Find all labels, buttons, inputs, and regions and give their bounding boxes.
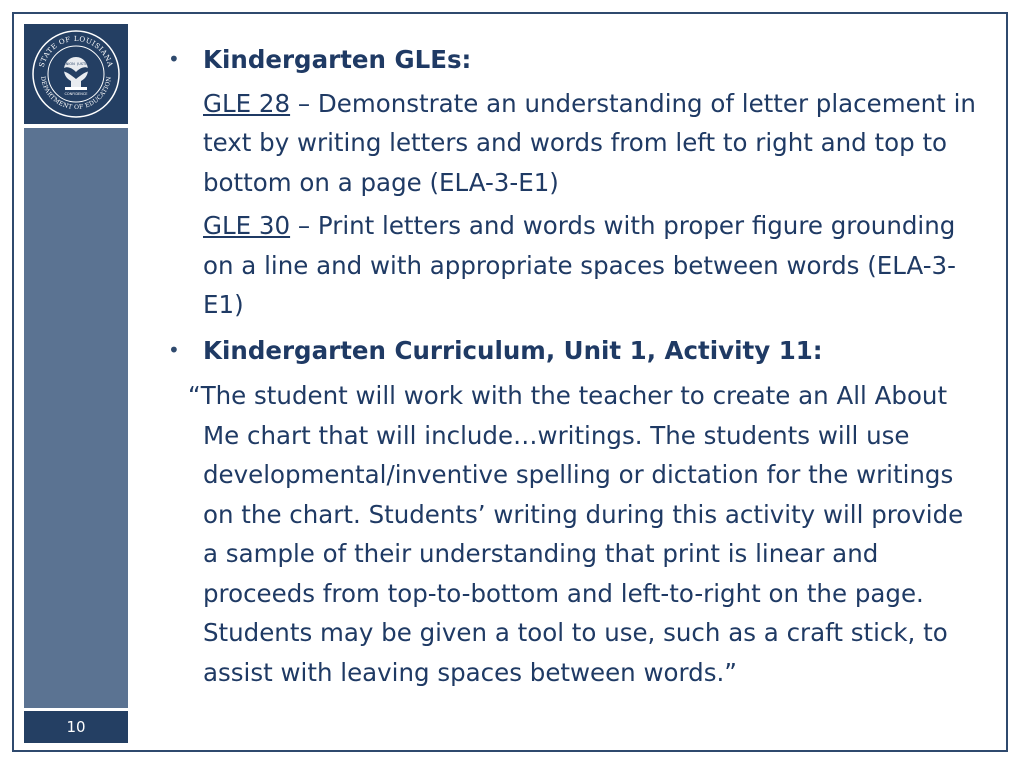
louisiana-seal-logo: [31, 29, 121, 119]
gle28-text: – Demonstrate an understanding of letter placement in text by writing letters and words from left to right and top to bottom on a page (ELA-3-E1): [203, 88, 976, 197]
bullet-gles: [160, 40, 980, 80]
seal-motto-bottom: CONFIDENCE: [64, 92, 88, 96]
gle30-link[interactable]: GLE 30: [203, 211, 291, 240]
curriculum-heading: Kindergarten Curriculum, Unit 1, Activity 11:: [203, 335, 823, 365]
activity-quote: “The student will work with the teacher to create an All About Me chart that will include…writings. The students will use developmental/inventive spelling or dictation for the writings on the chart. Students’ writing during this activity will provide a sample of their understanding that print is linear and proceeds from top-to-bottom and left-to-right on the page. Students may be given a tool to use, such as a craft stick, to assist with leaving spaces between words.”: [188, 381, 964, 687]
gle28-paragraph: [160, 84, 980, 203]
gle30-text: – Print letters and words with proper figure grounding on a line and with appropriate spaces between words (ELA-3-E1): [203, 211, 956, 319]
bullet-dot-icon: •: [168, 47, 180, 71]
slide-content: [160, 40, 980, 692]
seal-motto-right: JUSTICE: [77, 62, 91, 66]
bullet-dot-icon: •: [168, 337, 180, 362]
gle28-link[interactable]: GLE 28: [203, 88, 291, 118]
gles-heading: Kindergarten GLEs:: [203, 45, 472, 74]
gle30-paragraph: [160, 206, 980, 325]
sidebar-band: [24, 128, 128, 708]
seal-ring-bottom-text: DEPARTMENT OF EDUCATION: [39, 75, 113, 112]
seal-ring-top-text: STATE OF LOUISIANA: [37, 34, 115, 69]
bullet-curriculum: [160, 331, 980, 371]
seal-panel: [24, 24, 128, 124]
page-number: 10: [24, 711, 128, 743]
seal-motto-left: UNION: [63, 62, 75, 66]
